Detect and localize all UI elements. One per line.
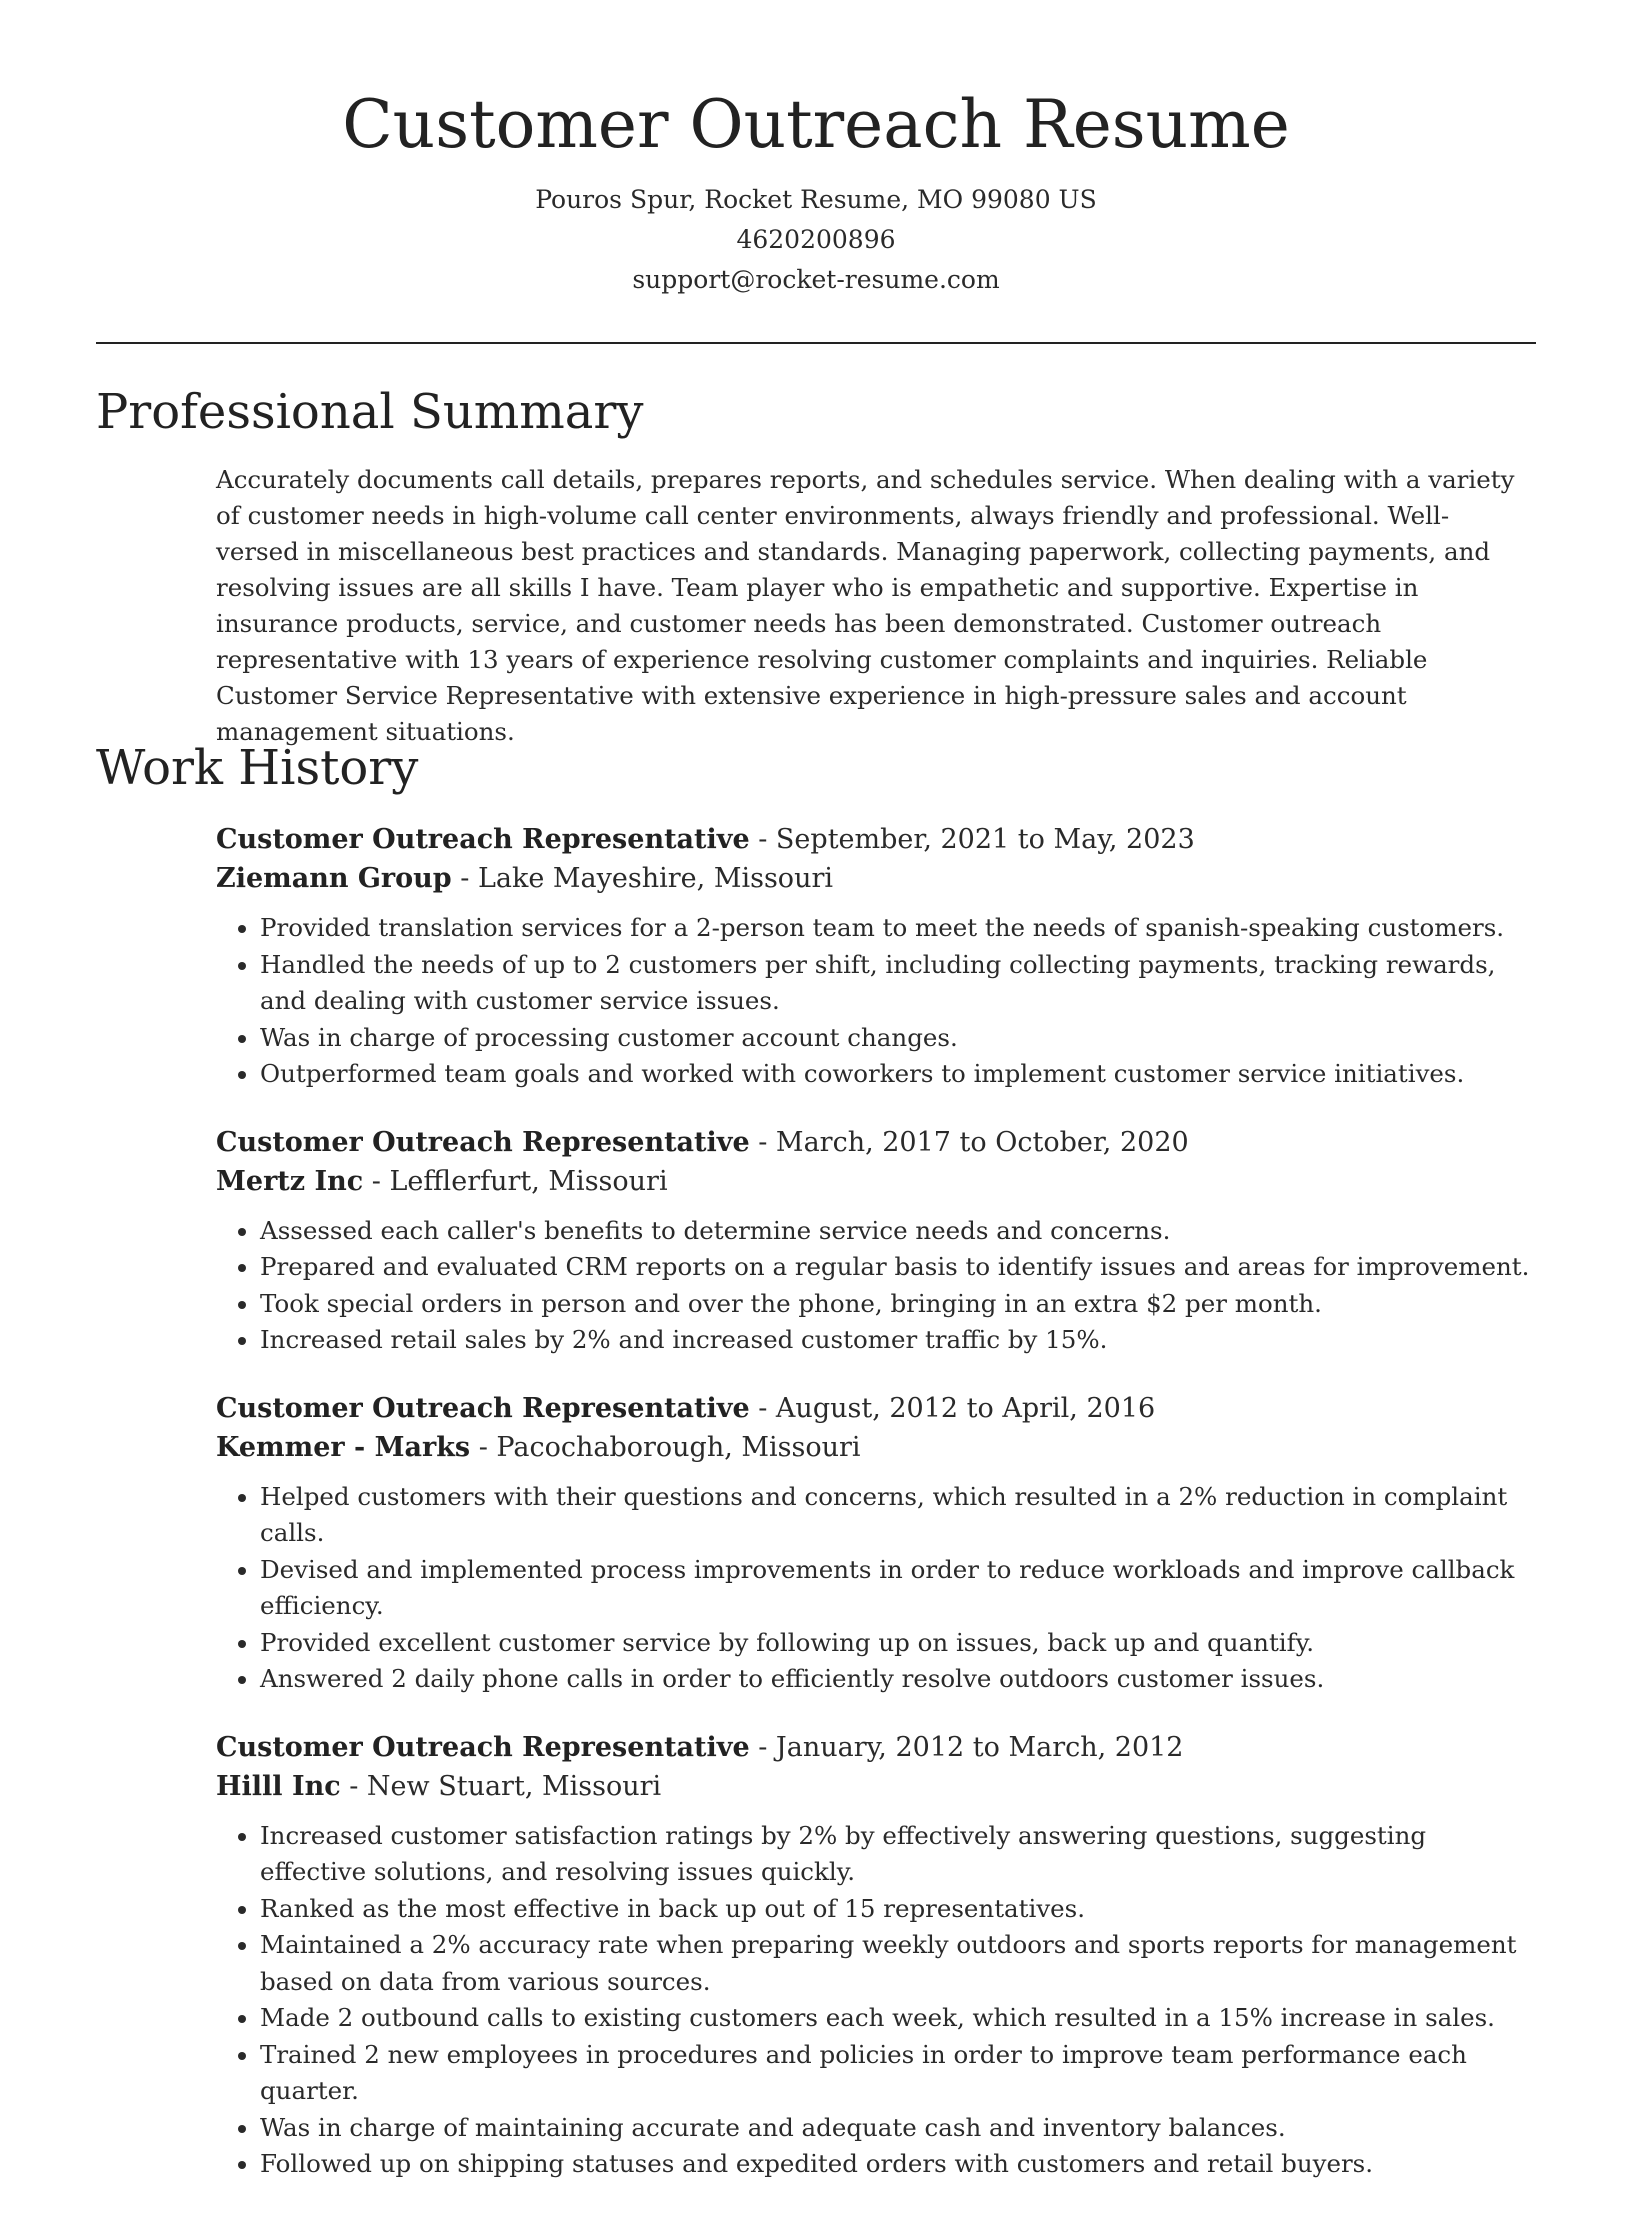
job-location: - Lake Mayeshire, Missouri bbox=[451, 863, 833, 894]
job-bullets bbox=[216, 1213, 1532, 1359]
job-bullet: • Increased customer satisfaction ratings by 2% by effectively answering questions, suggesting effective solutions, and resolving issues quickly. bbox=[260, 1818, 1532, 1891]
summary-text: Accurately documents call details, prepares reports, and schedules service. When dealing with a variety of customer needs in high-volume call center environments, always friendly and professional. Well-versed in miscellaneous best practices and standards. Managing paperwork, collecting payments, and resolving issues are all skills I have. Team player who is empathetic and supportive. Expertise in insurance products, service, and customer needs has been demonstrated. Customer outreach representative with 13 years of experience resolving customer complaints and inquiries. Reliable Customer Service Representative with extensive experience in high-pressure sales and account management situations. bbox=[216, 465, 1515, 746]
resume-header bbox=[96, 80, 1536, 300]
job-location: - Lefflerfurt, Missouri bbox=[363, 1165, 668, 1197]
job-bullet: • Handled the needs of up to 2 customers per shift, including collecting payments, tracking rewards, and dealing with customer service issues. bbox=[260, 947, 1532, 1020]
job-bullet: • Prepared and evaluated CRM reports on a regular basis to identify issues and areas for improvement. bbox=[260, 1249, 1532, 1286]
phone-number: 4620200896 bbox=[736, 225, 896, 254]
job-company: Mertz Inc bbox=[216, 1165, 364, 1197]
job-bullet: • Helped customers with their questions and concerns, which resulted in a 2% reduction in complaint calls. bbox=[260, 1479, 1532, 1552]
work-history-list bbox=[216, 820, 1532, 2213]
job-bullets bbox=[216, 910, 1532, 1093]
job-role: Customer Outreach Representative bbox=[216, 1392, 750, 1424]
work-history-heading: Work History bbox=[96, 740, 419, 796]
job-bullet: • Was in charge of maintaining accurate and adequate cash and inventory balances. bbox=[260, 2110, 1532, 2147]
job-bullet: • Assessed each caller's benefits to determine service needs and concerns. bbox=[260, 1213, 1532, 1250]
job-dates: - January, 2012 to March, 2012 bbox=[749, 1731, 1184, 1763]
job-bullets bbox=[216, 1479, 1532, 1698]
job-entry bbox=[216, 1728, 1532, 2183]
job-entry bbox=[216, 820, 1532, 1093]
job-bullet: • Devised and implemented process improvements in order to reduce workloads and improve callback efficiency. bbox=[260, 1552, 1532, 1625]
job-dates: - August, 2012 to April, 2016 bbox=[749, 1392, 1156, 1424]
job-company-line bbox=[216, 1162, 1532, 1201]
job-bullet: • Maintained a 2% accuracy rate when preparing weekly outdoors and sports reports for management based on data from various sources. bbox=[260, 1927, 1532, 2000]
job-company: Hilll Inc bbox=[216, 1770, 341, 1802]
job-bullet: • Outperformed team goals and worked with coworkers to implement customer service initiatives. bbox=[260, 1056, 1532, 1093]
job-location: - Pacochaborough, Missouri bbox=[470, 1431, 861, 1463]
job-dates: - March, 2017 to October, 2020 bbox=[749, 1126, 1189, 1158]
summary-heading: Professional Summary bbox=[96, 384, 644, 440]
job-bullets bbox=[216, 1818, 1532, 2183]
header-divider bbox=[96, 342, 1536, 344]
job-company-line bbox=[216, 1428, 1532, 1467]
job-title-line bbox=[216, 1389, 1532, 1428]
job-company-line bbox=[216, 1767, 1532, 1806]
job-company: Kemmer - Marks bbox=[216, 1431, 471, 1463]
job-role: Customer Outreach Representative bbox=[216, 1126, 750, 1158]
job-bullet: • Made 2 outbound calls to existing customers each week, which resulted in a 15% increase in sales. bbox=[260, 2000, 1532, 2037]
job-location: - New Stuart, Missouri bbox=[340, 1770, 662, 1802]
job-dates: - September, 2021 to May, 2023 bbox=[749, 824, 1195, 855]
address: Pouros Spur, Rocket Resume, MO 99080 US bbox=[535, 185, 1097, 214]
job-bullet: • Increased retail sales by 2% and increased customer traffic by 15%. bbox=[260, 1322, 1532, 1359]
job-company-line bbox=[216, 859, 1532, 898]
job-bullet: • Provided translation services for a 2-person team to meet the needs of spanish-speaking customers. bbox=[260, 910, 1532, 947]
job-title-line bbox=[216, 1123, 1532, 1162]
job-title-line bbox=[216, 1728, 1532, 1767]
job-bullet: • Answered 2 daily phone calls in order to efficiently resolve outdoors customer issues. bbox=[260, 1661, 1532, 1698]
job-bullet: • Followed up on shipping statuses and expedited orders with customers and retail buyers. bbox=[260, 2146, 1532, 2183]
job-bullet: • Trained 2 new employees in procedures and policies in order to improve team performance each quarter. bbox=[260, 2037, 1532, 2110]
job-role: Customer Outreach Representative bbox=[216, 1731, 750, 1763]
job-bullet: • Ranked as the most effective in back up out of 15 representatives. bbox=[260, 1891, 1532, 1928]
job-title-line bbox=[216, 820, 1532, 859]
job-bullet: • Provided excellent customer service by following up on issues, back up and quantify. bbox=[260, 1625, 1532, 1662]
email-address[interactable]: support@rocket-resume.com bbox=[632, 265, 1000, 294]
job-role: Customer Outreach Representative bbox=[216, 824, 750, 855]
job-entry bbox=[216, 1389, 1532, 1698]
job-bullet: • Took special orders in person and over the phone, bringing in an extra $2 per month. bbox=[260, 1286, 1532, 1323]
job-bullet: • Was in charge of processing customer account changes. bbox=[260, 1020, 1532, 1057]
job-company: Ziemann Group bbox=[216, 863, 452, 894]
resume-title: Customer Outreach Resume bbox=[342, 86, 1290, 163]
job-entry bbox=[216, 1123, 1532, 1359]
